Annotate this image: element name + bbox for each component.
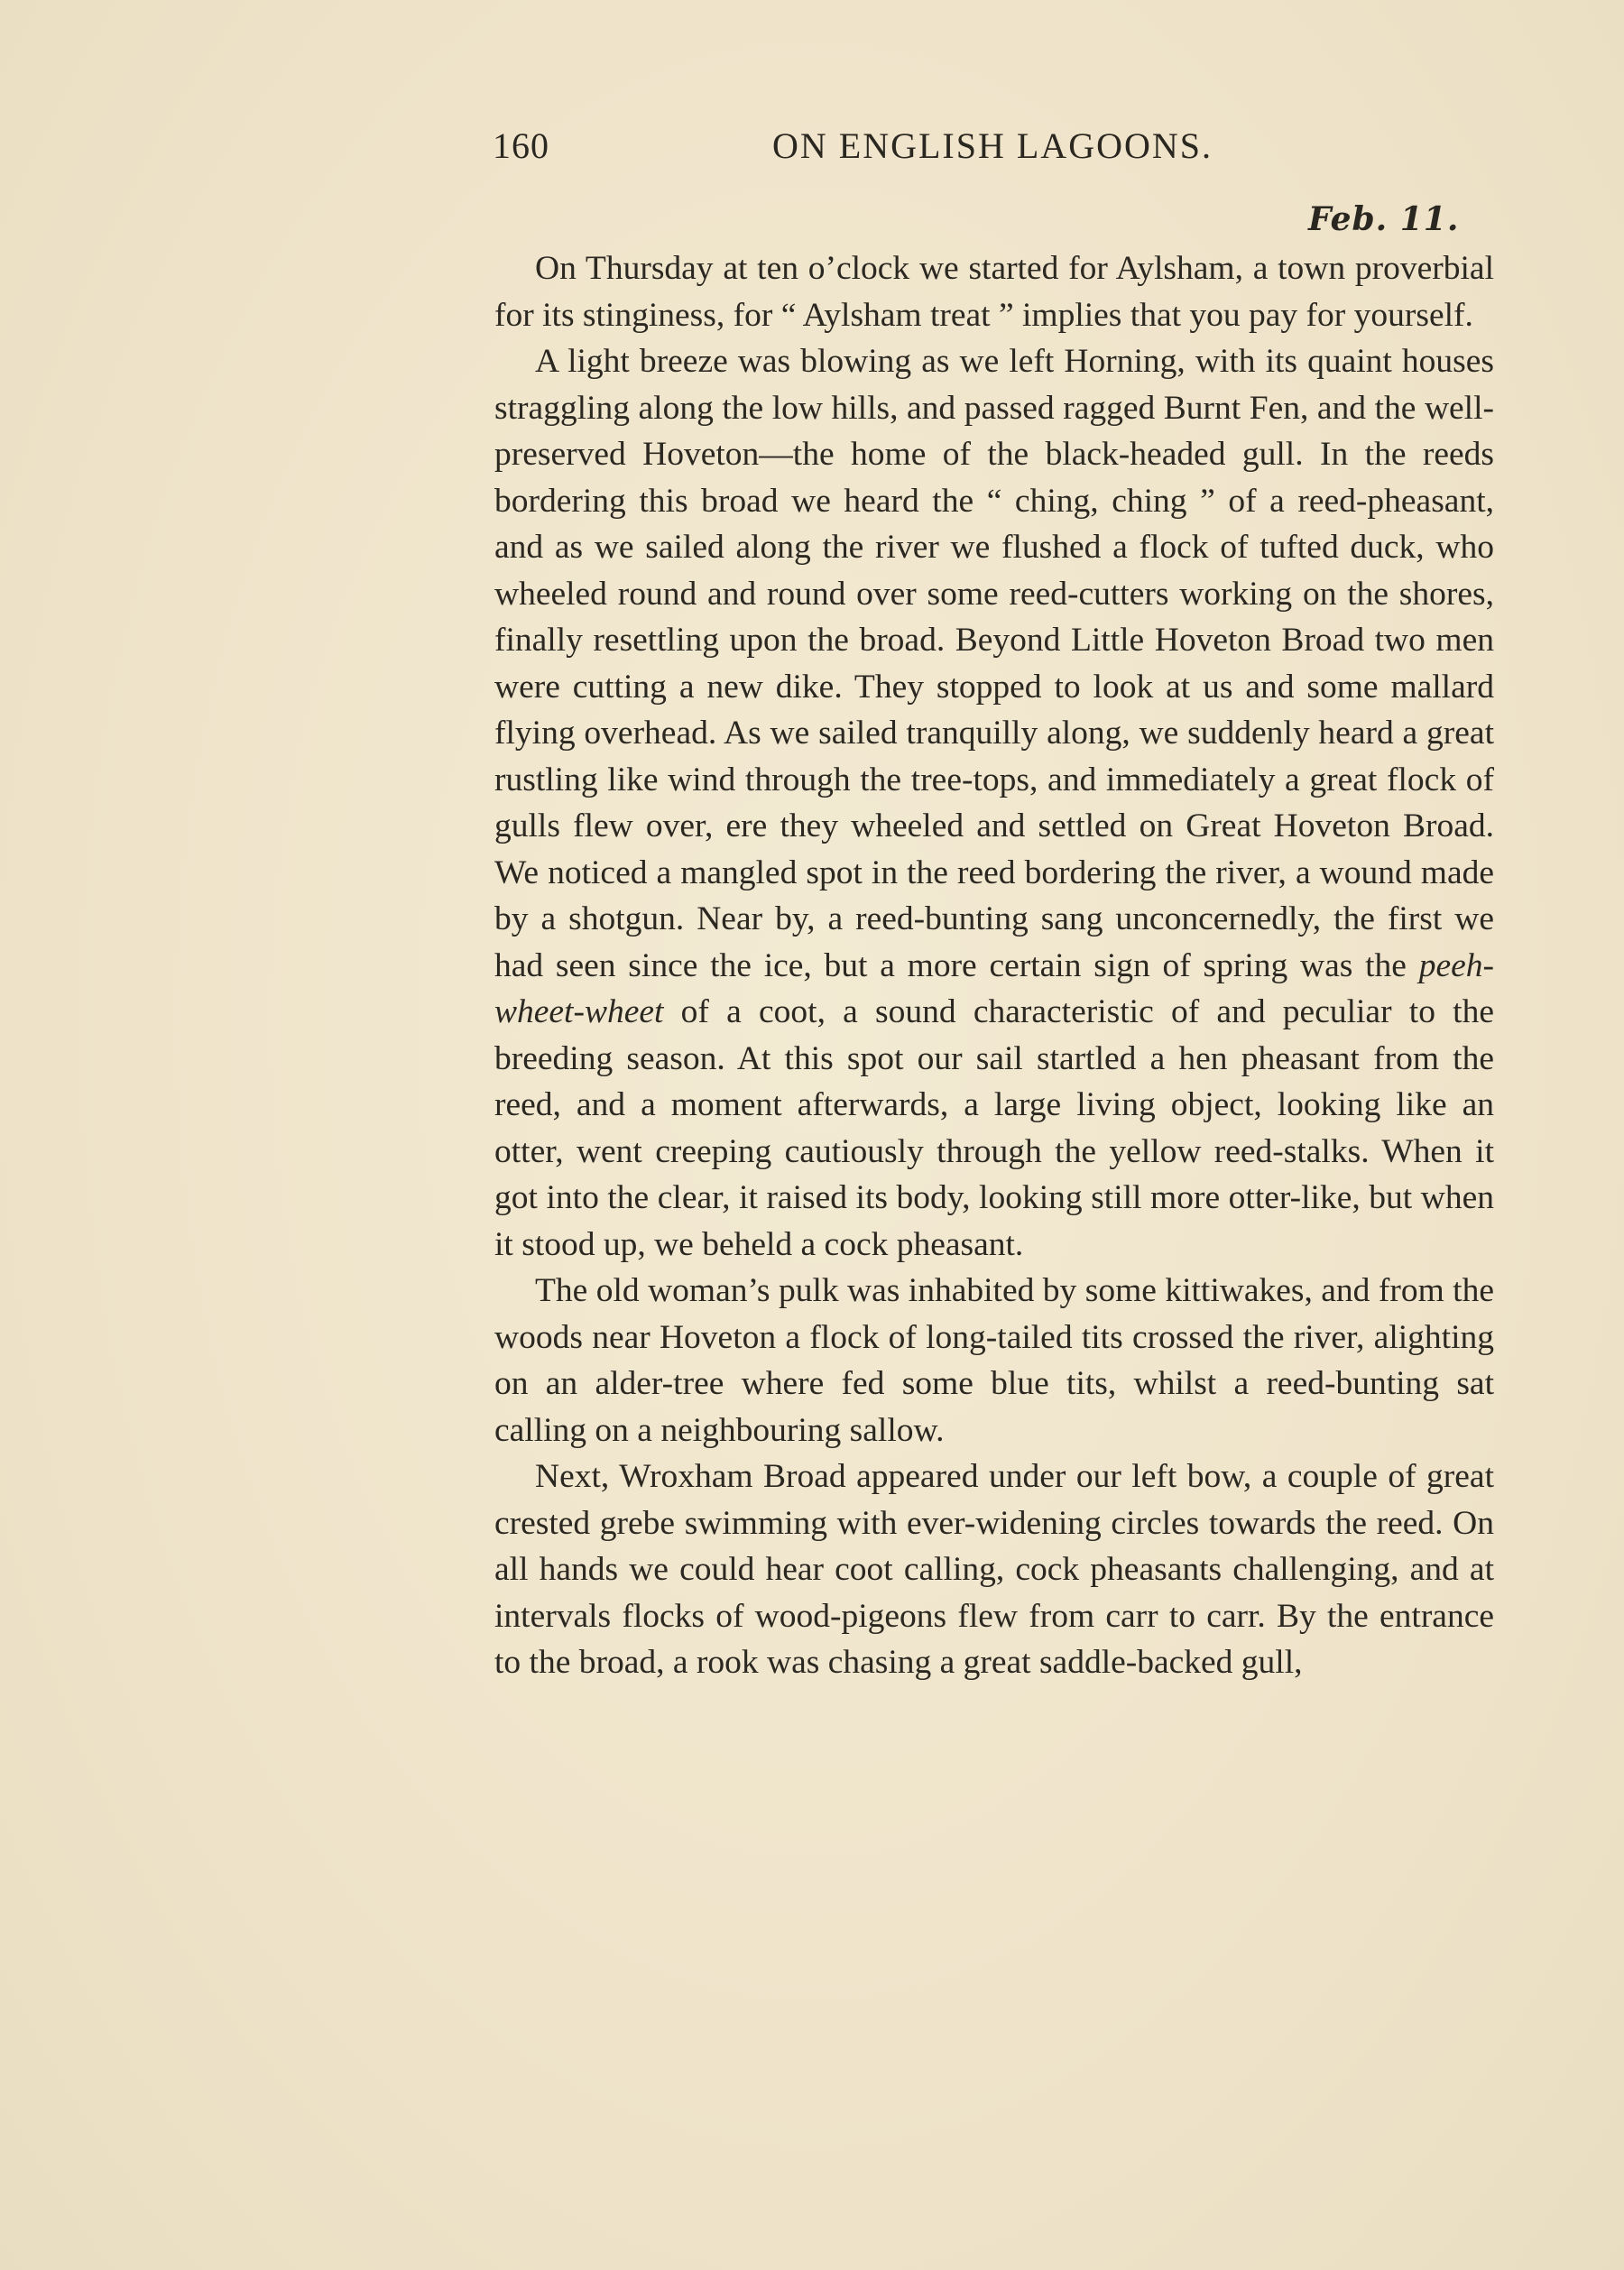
running-head [493, 125, 1494, 179]
page-number: 160 [493, 125, 549, 166]
running-title: ON ENGLISH LAGOONS. [772, 125, 1213, 166]
paragraph-4-text: Next, Wroxham Broad appeared under our left bow, a couple of great crested grebe swimming with ever-widening circles towards the reed. On all hands we could hear coot calling, cock pheasants challenging, and at intervals flocks of wood-pigeons flew from carr to carr. By the entrance to the broad, a rook was chasing a great saddle-backed gull, [494, 1458, 1494, 1681]
paragraph-2 [494, 338, 1494, 1268]
paragraph-3-text: The old woman’s pulk was inhabited by some kittiwakes, and from the woods near Hoveton a flock of long-tailed tits crossed the river, alighting on an alder-tree where fed some blue tits, whilst a reed-bunting sat calling on a neighbouring sallow. [494, 1272, 1494, 1449]
paragraph-1-text: On Thursday at ten o’clock we started for Aylsham, a town proverbial for its stinginess, for “ Aylsham treat ” implies that you pay for yourself. [494, 250, 1494, 334]
date-mark: Feb. 11. [1308, 200, 1460, 238]
body-text [494, 245, 1494, 1686]
paragraph-2-text-continued: of a coot, a sound characteristic of and peculiar to the breeding season. At this spot our sail startled a hen pheasant from the reed, and a moment afterwards, a large living object, looking like an otter, went creeping cautiously through the yellow reed-stalks. When it got into the clear, it raised its body, looking still more otter-like, but when it stood up, we beheld a cock pheasant. [494, 993, 1494, 1263]
paragraph-2-italic-call: peeh-wheet-wheet [494, 946, 1495, 1030]
paragraph-4 [494, 1453, 1494, 1686]
paragraph-3 [494, 1268, 1494, 1453]
paragraph-1 [494, 245, 1494, 338]
paragraph-2-text: A light breeze was blowing as we left Horning, with its quaint houses straggling along the low hills, and passed ragged Burnt Fen, and the well-preserved Hoveton—the home of the black-headed gull. In the reeds bordering this broad we heard the “ ching, ching ” of a reed-pheasant, and as we sailed along the river we flushed a flock of tufted duck, who wheeled round and round over some reed-cutters working on the shores, finally resettling upon the broad. Beyond Little Hoveton Broad two men were cutting a new dike. They stopped to look at us and some mallard flying overhead. As we sailed tranquilly along, we suddenly heard a great rustling like wind through the tree-tops, and immediately a great flock of gulls flew over, ere they wheeled and settled on Great Hoveton Broad. We noticed a mangled spot in the reed bordering the river, a wound made by a shotgun. Near by, a reed-bunting sang unconcernedly, the first we had seen since the ice, but a more certain sign of spring was the [494, 343, 1494, 984]
